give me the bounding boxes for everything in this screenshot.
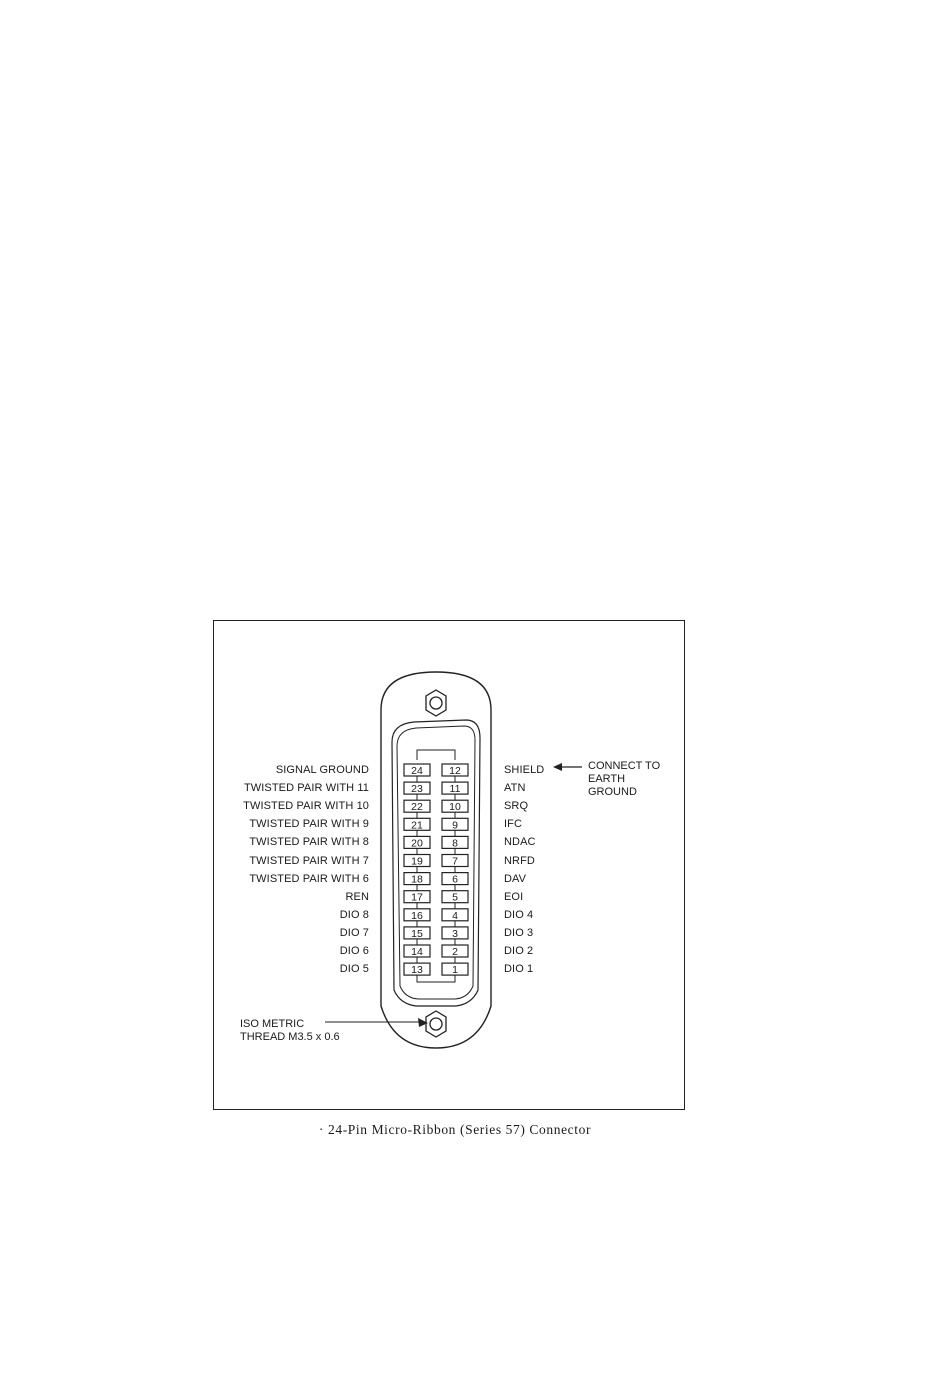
pin-number: 3 bbox=[452, 927, 458, 940]
pin-number: 15 bbox=[411, 927, 423, 940]
pin-number: 20 bbox=[411, 837, 423, 850]
pin-number: 2 bbox=[452, 946, 458, 958]
left-signal-label: DIO 8 bbox=[339, 908, 369, 921]
pin-left bbox=[404, 836, 430, 849]
pin-left bbox=[404, 800, 430, 813]
pin-right bbox=[442, 909, 468, 922]
pin-left bbox=[404, 945, 430, 958]
pin-right bbox=[442, 764, 468, 777]
pin-number: 8 bbox=[452, 837, 458, 850]
pin-number: 18 bbox=[411, 873, 423, 886]
pin-right bbox=[442, 818, 468, 831]
bottom-screw-icon bbox=[426, 1011, 446, 1037]
pin-number: 9 bbox=[452, 819, 458, 832]
right-signal-label: EOI bbox=[504, 890, 524, 903]
right-signal-label: DIO 1 bbox=[504, 963, 534, 976]
shield-arrow-icon bbox=[553, 763, 582, 771]
left-signal-label: TWISTED PAIR WITH 8 bbox=[249, 836, 369, 849]
right-signal-label: NDAC bbox=[504, 836, 536, 849]
left-signal-label: TWISTED PAIR WITH 10 bbox=[243, 800, 369, 813]
right-signal-label: DAV bbox=[504, 872, 527, 885]
right-signal-label: ATN bbox=[504, 782, 526, 795]
right-signal-label: SRQ bbox=[504, 800, 529, 813]
pin-right bbox=[442, 873, 468, 886]
right-signal-label: DIO 2 bbox=[504, 945, 534, 957]
right-signal-label: DIO 3 bbox=[504, 926, 534, 939]
pin-number: 5 bbox=[452, 891, 458, 904]
pin-left bbox=[404, 855, 430, 868]
pin-right bbox=[442, 855, 468, 868]
pin-number: 1 bbox=[452, 964, 458, 977]
left-signal-label: TWISTED PAIR WITH 11 bbox=[243, 782, 369, 795]
pin-number: 19 bbox=[411, 855, 423, 868]
right-signal-label: NRFD bbox=[504, 854, 535, 867]
pin-number: 16 bbox=[411, 909, 423, 922]
top-screw-icon bbox=[426, 690, 446, 716]
figure-caption: · 24-Pin Micro-Ribbon (Series 57) Connector bbox=[318, 1122, 592, 1137]
left-signal-label: DIO 6 bbox=[339, 945, 369, 957]
pin-number: 23 bbox=[411, 783, 423, 796]
right-signal-label: IFC bbox=[504, 818, 523, 831]
earth-ground-note: CONNECT TO EARTH GROUND bbox=[588, 760, 661, 798]
pin-number: 10 bbox=[449, 801, 461, 814]
left-signal-label: DIO 5 bbox=[339, 963, 369, 976]
pin-number: 7 bbox=[452, 855, 458, 868]
pin-left bbox=[404, 963, 430, 976]
left-signal-label: REN bbox=[345, 890, 369, 903]
pin-right bbox=[442, 945, 468, 958]
pin-grid bbox=[404, 764, 468, 976]
pin-number: 4 bbox=[452, 909, 458, 922]
pin-number: 22 bbox=[411, 801, 423, 814]
pin-left bbox=[404, 891, 430, 904]
pin-number: 6 bbox=[452, 873, 458, 886]
left-signal-label: SIGNAL GROUND bbox=[275, 764, 369, 776]
right-signal-label: SHIELD bbox=[504, 764, 545, 776]
pin-number: 21 bbox=[411, 819, 423, 832]
pin-right bbox=[442, 800, 468, 813]
pin-left bbox=[404, 764, 430, 777]
pin-right bbox=[442, 891, 468, 904]
left-signal-label: TWISTED PAIR WITH 6 bbox=[249, 872, 369, 885]
left-signal-label: TWISTED PAIR WITH 9 bbox=[249, 818, 369, 831]
pin-right bbox=[442, 836, 468, 849]
pin-number: 12 bbox=[449, 765, 461, 777]
pin-number: 24 bbox=[411, 765, 423, 777]
pin-left bbox=[404, 782, 430, 795]
pin-left bbox=[404, 818, 430, 831]
pin-right bbox=[442, 963, 468, 976]
left-signal-label: DIO 7 bbox=[339, 926, 369, 939]
pin-right bbox=[442, 782, 468, 795]
pin-number: 13 bbox=[411, 964, 423, 977]
pin-number: 11 bbox=[449, 783, 461, 796]
pin-left bbox=[404, 909, 430, 922]
pin-number: 17 bbox=[411, 891, 423, 904]
left-signal-label: TWISTED PAIR WITH 7 bbox=[249, 854, 369, 867]
pin-left bbox=[404, 873, 430, 886]
thread-arrow-icon bbox=[325, 1018, 428, 1027]
right-signal-label: DIO 4 bbox=[504, 908, 534, 921]
thread-note: ISO METRIC THREAD M3.5 x 0.6 bbox=[240, 1018, 340, 1043]
pin-right bbox=[442, 927, 468, 940]
pin-number: 14 bbox=[411, 946, 423, 958]
pin-left bbox=[404, 927, 430, 940]
